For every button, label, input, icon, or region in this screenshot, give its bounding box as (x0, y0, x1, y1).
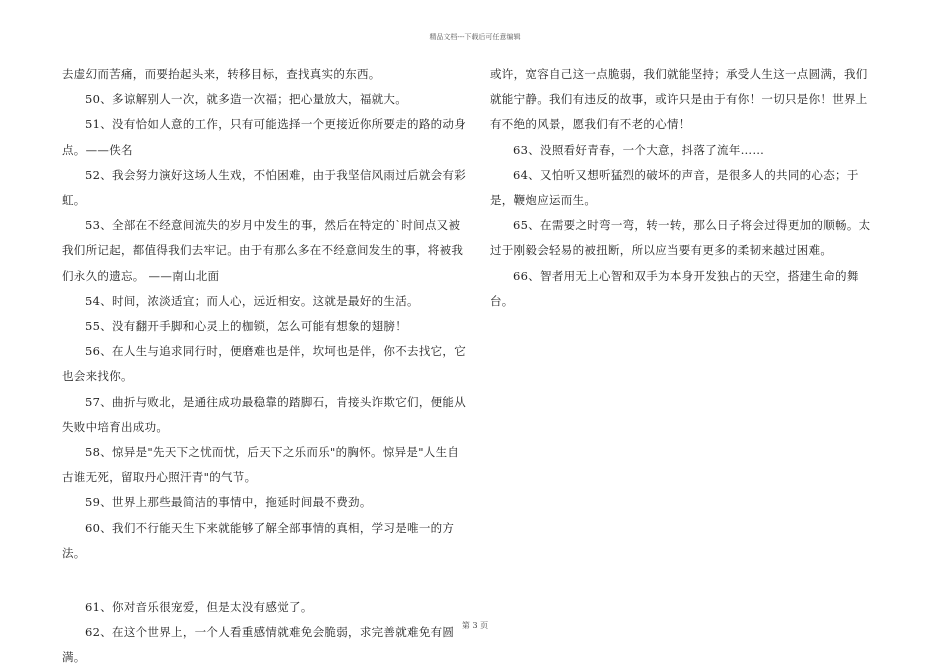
quote-62: 62、在这个世界上，一个人看重感情就难免会脆弱，求完善就难免有圆满。 (62, 625, 455, 665)
right-column (490, 62, 878, 314)
quote-64: 64、又怕听又想听猛烈的破坏的声音，是很多人的共同的心态；于是，鞭炮应运而生。 (490, 167, 859, 208)
quote-54: 54、时间，浓淡适宜；而人心，远近相安。这就是最好的生活。 (85, 293, 419, 308)
left-continuation-paragraph: 去虚幻而苦痛，而要抬起头来，转移目标，查找真实的东西。 (62, 67, 381, 81)
quote-51: 51、没有恰如人意的工作，只有可能选择一个更接近你所要走的路的动身点。——佚名 (62, 117, 467, 157)
quote-66: 66、智者用无上心智和双手为本身开发独占的天空，搭建生命的舞台。 (490, 268, 859, 308)
quote-60: 60、我们不行能天生下来就能够了解全部事情的真相，学习是唯一的方法。 (62, 520, 455, 560)
quote-65: 65、在需要之时弯一弯，转一转，那么日子将会过得更加的顺畅。太过于刚毅会轻易的被扭断，所以应当要有更多的柔韧来越过困难。 (490, 218, 871, 258)
quote-59: 59、世界上那些最简洁的事情中，拖延时间最不费劲。 (85, 495, 372, 510)
quote-56: 56、在人生与追求同行时，便磨难也是伴，坎坷也是伴，你不去找它，它也会来找你。 (62, 344, 467, 384)
quote-55: 55、没有翻开手脚和心灵上的枷锁，怎么可能有想象的翅膀！ (85, 319, 408, 334)
quote-52: 52、我会努力演好这场人生戏，不怕困难，由于我坚信风雨过后就会有彩虹。 (62, 167, 467, 208)
quote-63: 63、没照看好青春，一个大意，抖落了流年…… (513, 142, 765, 157)
quote-61: 61、你对音乐很宠爱，但是太没有感觉了。 (85, 600, 313, 615)
quote-53: 53、全部在不经意间流失的岁月中发生的事，然后在特定的`时间点又被我们所记起，都值得我们去牢记。由于有那么多在不经意间发生的事，将被我们永久的遗忘。 ——南山北面 (62, 218, 464, 283)
page-header: 精品文档---下载后可任意编辑 (429, 33, 521, 41)
right-continuation-paragraph: 或许，宽容自己这一点脆弱，我们就能坚持；承受人生这一点圆满，我们就能宁静。我们有违反的故事，或许只是由于有你！一切只是你！世界上有不绝的风景，愿我们有不老的心情！ (490, 67, 868, 132)
left-column (62, 62, 470, 671)
page-number: 第 3 页 (461, 621, 489, 630)
quote-50: 50、多谅解别人一次，就多造一次福；把心量放大，福就大。 (85, 92, 408, 107)
paragraph-gap (62, 566, 470, 595)
quote-58: 58、惊异是"先天下之忧而忧，后天下之乐而乐"的胸怀。惊异是"人生自古谁无死，留取丹心照汗青"的气节。 (62, 445, 460, 485)
quote-57: 57、曲折与败北，是通往成功最稳靠的踏脚石，肯接头诈欺它们，便能从失败中培育出成功。 (62, 394, 467, 434)
